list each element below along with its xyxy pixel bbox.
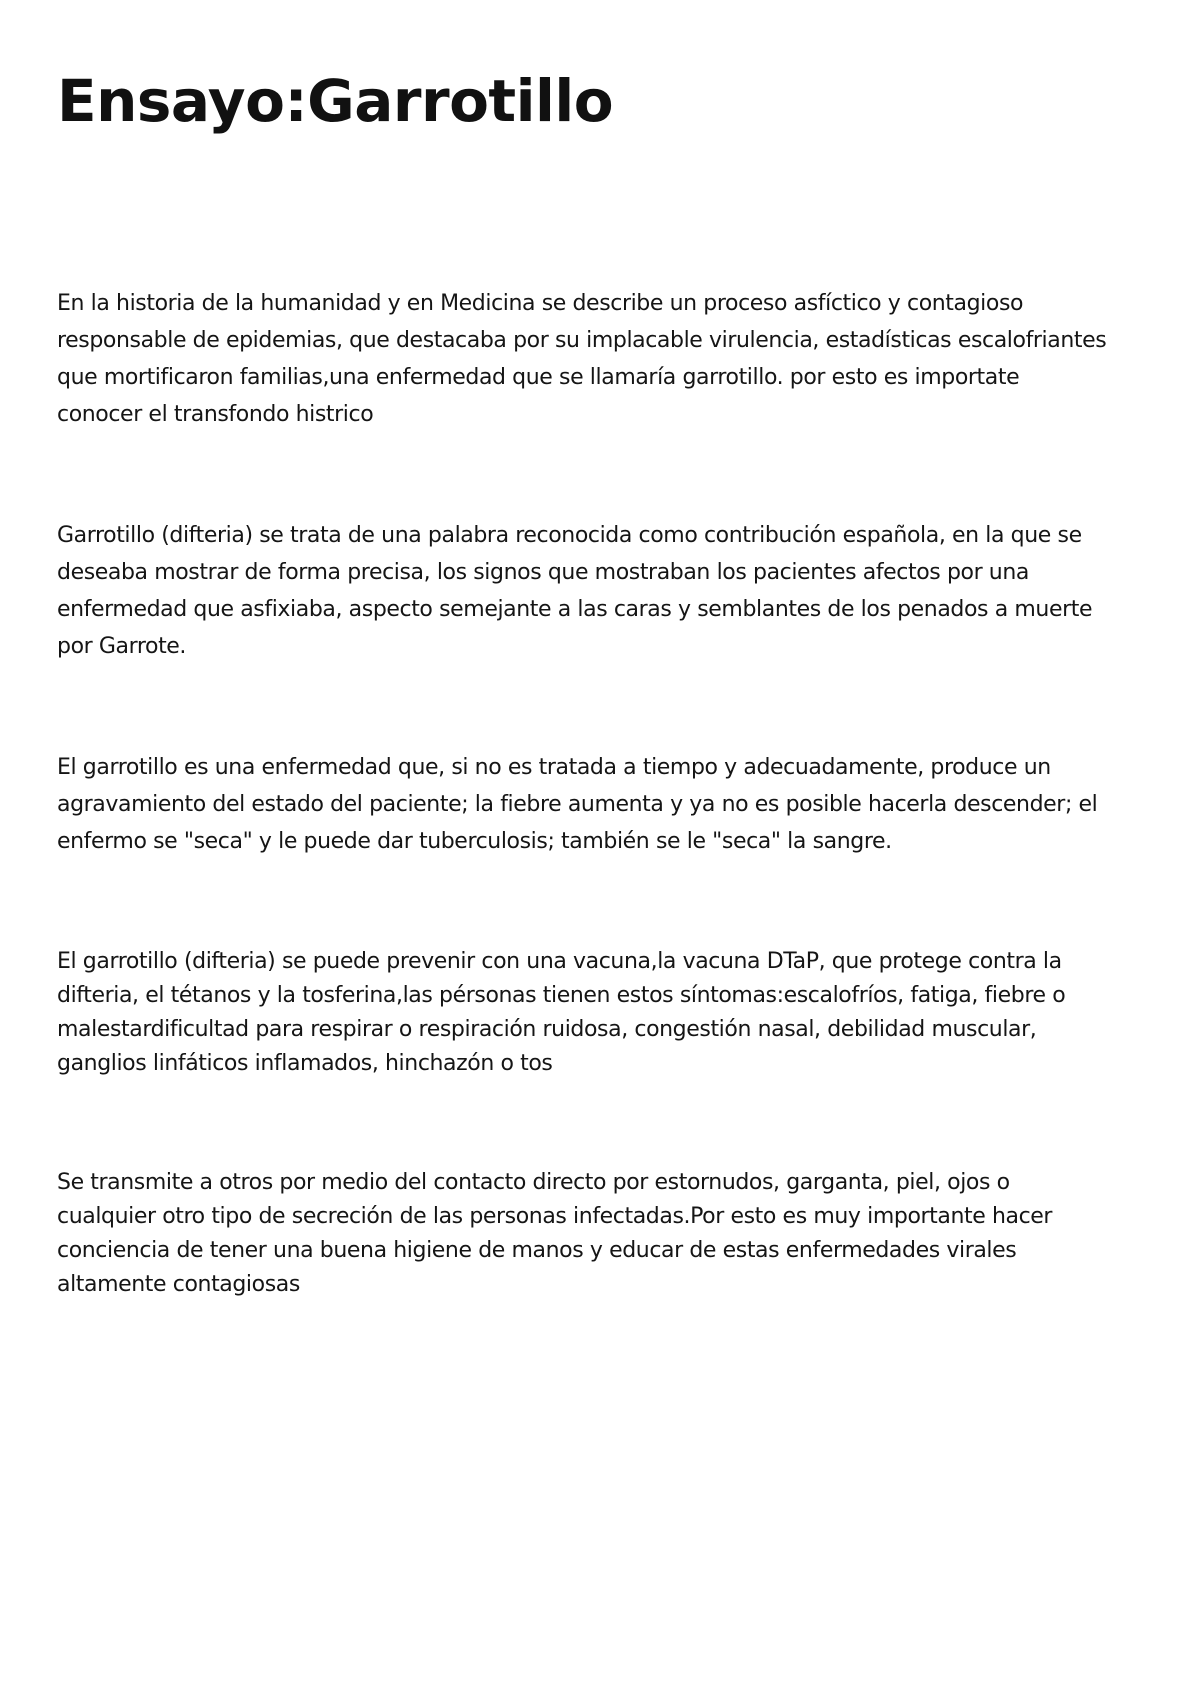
paragraph-origin: Garrotillo (difteria) se trata de una palabra reconocida como contribución española, en la que se deseaba mostrar de forma precisa, los signos que mostraban los pacientes afectos por una enfermedad que asfixiaba, aspecto semejante a las caras y semblantes de los penados a muerte por Garrote. <box>57 523 1093 659</box>
paragraph-history: En la historia de la humanidad y en Medicina se describe un proceso asfíctico y contagioso responsable de epidemias, que destacaba por su implacable virulencia, estadísticas escalofriantes que mortificaron familias,una enfermedad que se llamaría garrotillo. por esto es importate conocer el transfondo histrico <box>57 291 1107 427</box>
paragraph-prevention: El garrotillo (difteria) se puede prevenir con una vacuna,la vacuna DTaP, que protege contra la difteria, el tétanos y la tosferina,las pérsonas tienen estos síntomas:escalofríos, fatiga, fiebre o malestardificultad para respirar o respiración ruidosa, congestión nasal, debilidad muscular, ganglios linfáticos inflamados, hinchazón o tos <box>57 949 1066 1076</box>
document-title: Ensayo:Garrotillo <box>57 67 614 135</box>
paragraph-effects: El garrotillo es una enfermedad que, si no es tratada a tiempo y adecuadamente, produce un agravamiento del estado del paciente; la fiebre aumenta y ya no es posible hacerla descender; el enfermo se "seca" y le puede dar tuberculosis; también se le "seca" la sangre. <box>57 755 1098 854</box>
paragraph-transmission: Se transmite a otros por medio del contacto directo por estornudos, garganta, piel, ojos o cualquier otro tipo de secreción de las personas infectadas.Por esto es muy importante hacer conciencia de tener una buena higiene de manos y educar de estas enfermedades virales altamente contagiosas <box>57 1170 1053 1297</box>
